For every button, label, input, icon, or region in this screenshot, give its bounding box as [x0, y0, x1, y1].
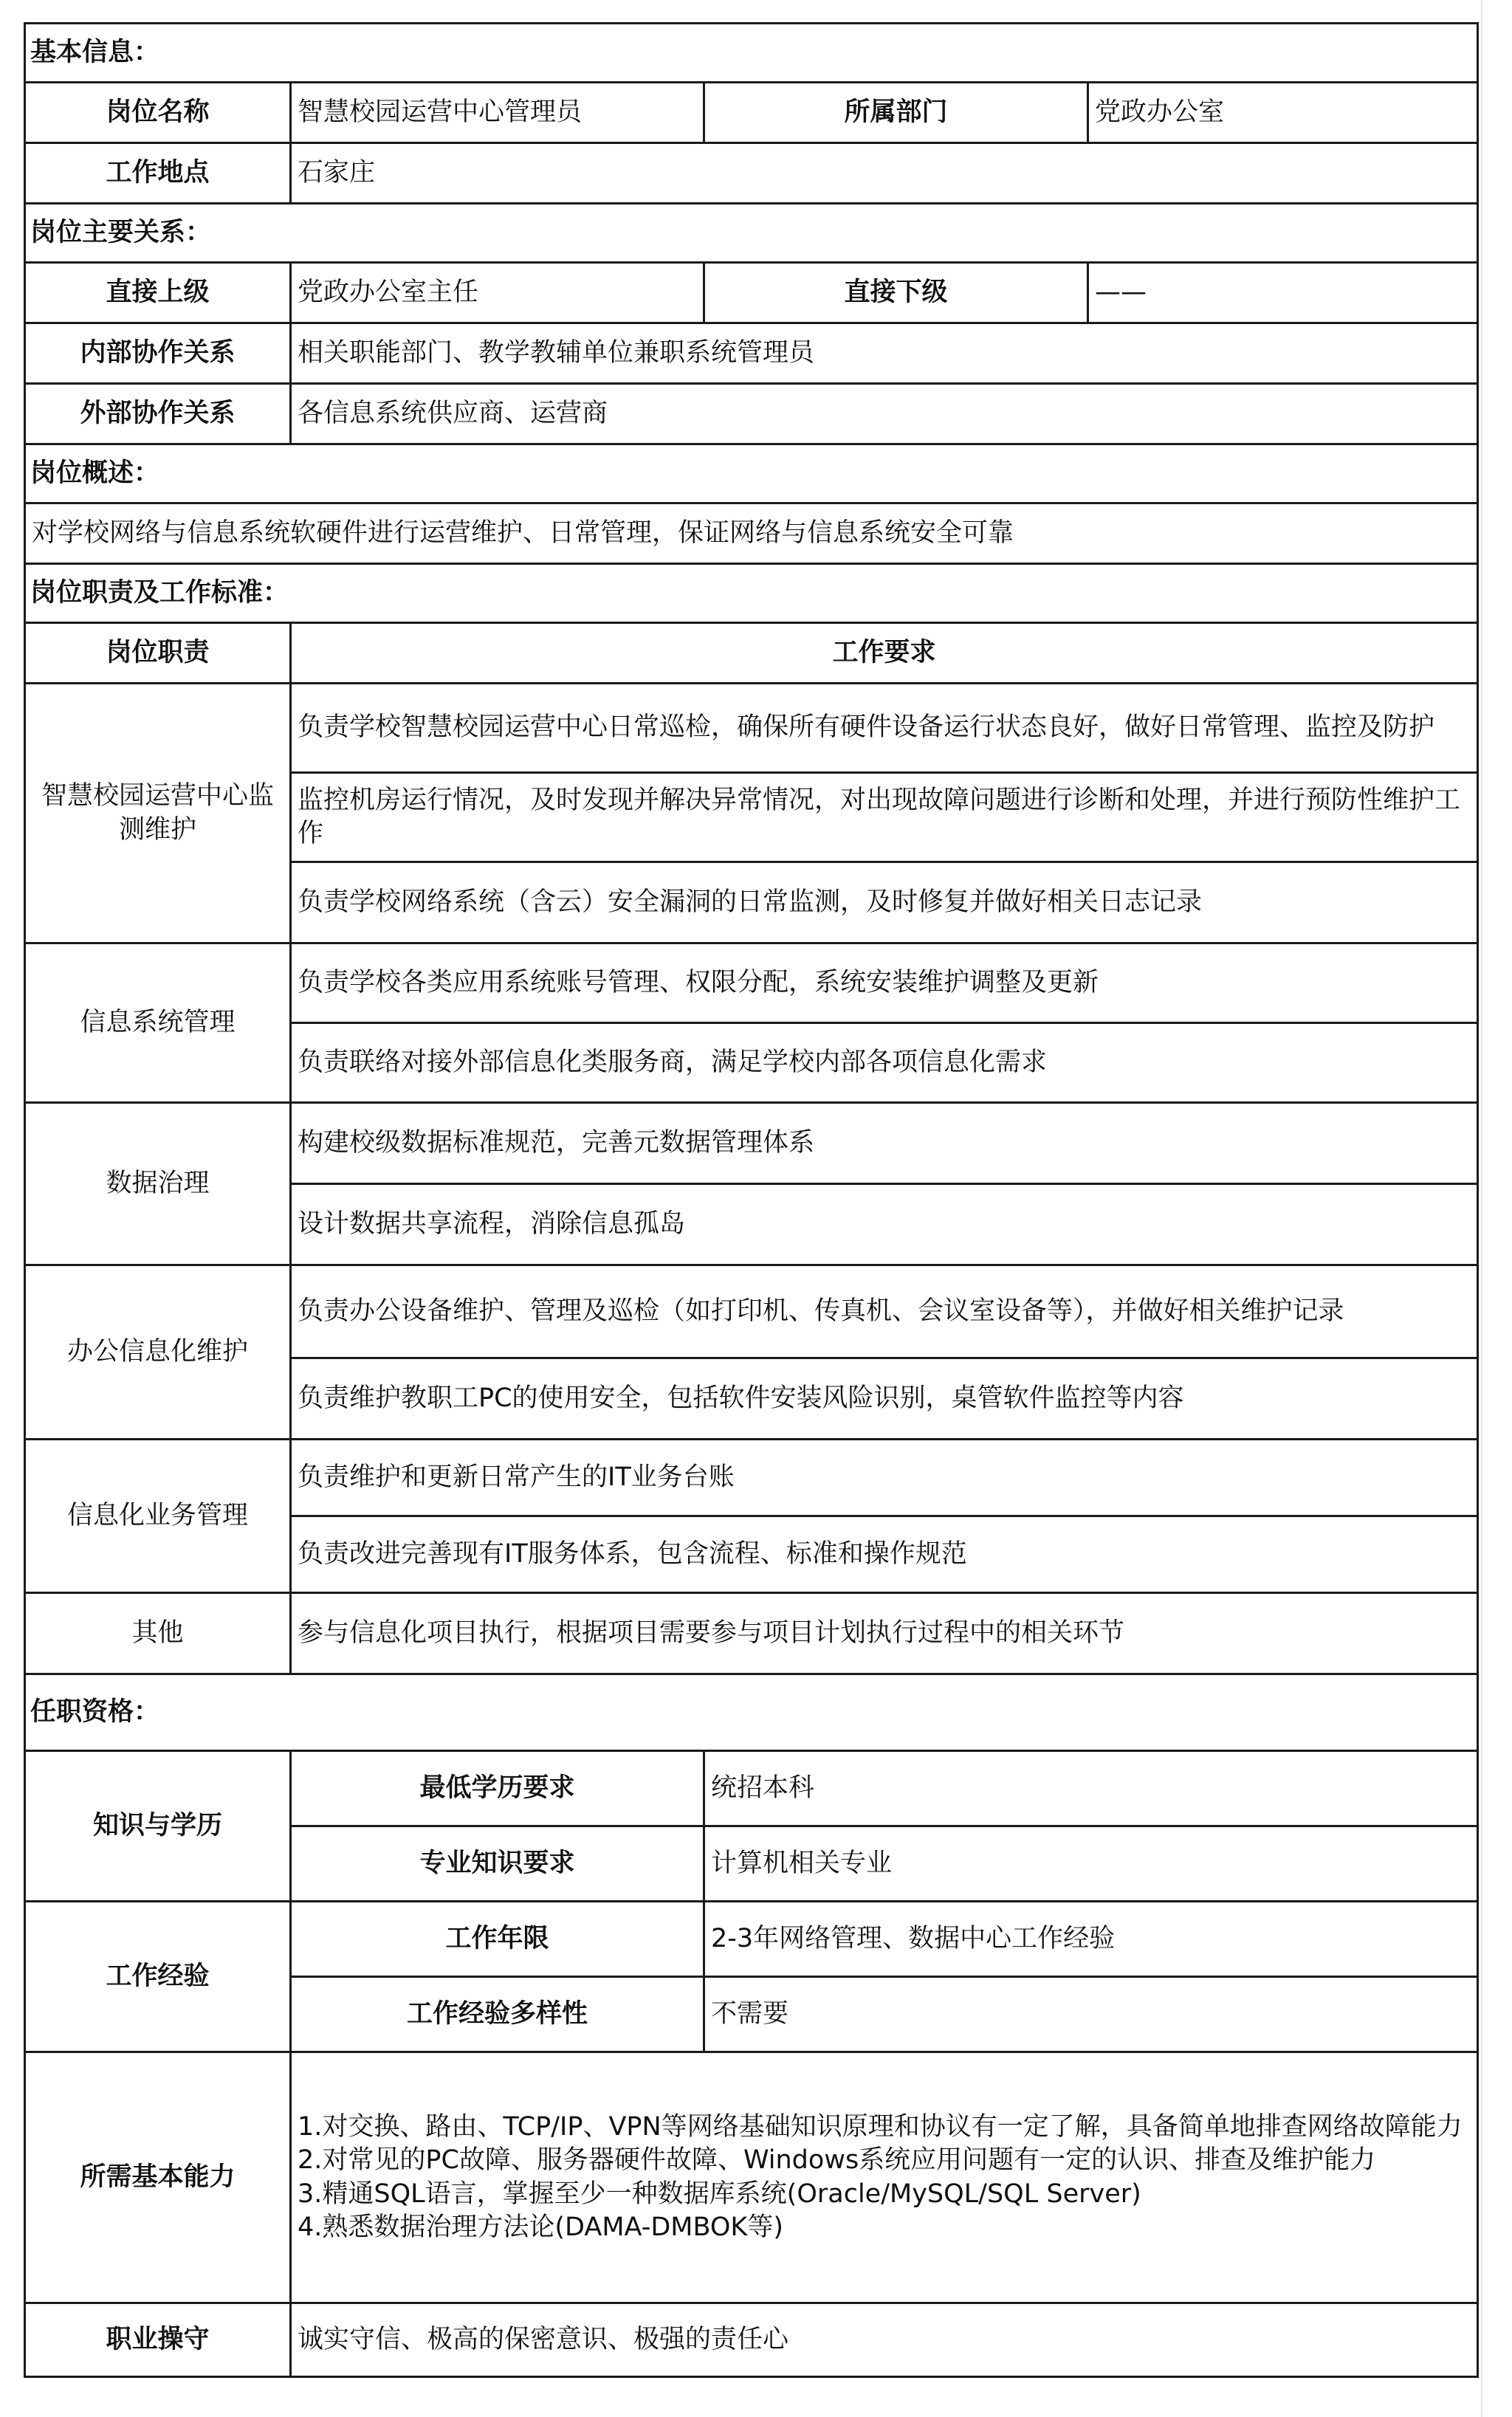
external-collab-value: 各信息系统供应商、运营商 [291, 384, 1478, 444]
min-education-value: 统招本科 [704, 1751, 1478, 1826]
department-label: 所属部门 [704, 83, 1088, 143]
basic-abilities-list [291, 2052, 1478, 2303]
ability-item: 4.熟悉数据治理方法论(DAMA-DMBOK等) [298, 2213, 784, 2242]
section-basic-info-row [25, 24, 1478, 83]
work-years-row [25, 1902, 1478, 1977]
duty-requirement: 监控机房运行情况，及时发现并解决异常情况，对出现故障问题进行诊断和处理，并进行预防性维护工作 [291, 773, 1478, 862]
ethics-row [25, 2303, 1478, 2377]
duty-requirement: 负责办公设备维护、管理及巡检（如打印机、传真机、会议室设备等），并做好相关维护记录 [291, 1265, 1478, 1358]
section-duties-row [25, 564, 1478, 623]
min-education-label: 最低学历要求 [291, 1751, 704, 1826]
knowledge-education-label: 知识与学历 [25, 1751, 291, 1902]
section-relations-row [25, 204, 1478, 263]
duty-row [25, 1593, 1478, 1674]
section-title-basic-info: 基本信息： [25, 24, 1478, 83]
major-knowledge-value: 计算机相关专业 [704, 1826, 1478, 1902]
duty-row [25, 1103, 1478, 1184]
page-edge-divider [1481, 0, 1482, 2417]
section-overview-row [25, 444, 1478, 503]
duty-group-name: 办公信息化维护 [25, 1265, 291, 1440]
duty-requirement: 负责维护教职工PC的使用安全，包括软件安装风险识别，桌管软件监控等内容 [291, 1358, 1478, 1440]
duty-requirement: 构建校级数据标准规范，完善元数据管理体系 [291, 1103, 1478, 1184]
superior-subordinate-row [25, 263, 1478, 323]
duty-group-name: 智慧校园运营中心监测维护 [25, 684, 291, 943]
internal-collab-row [25, 323, 1478, 384]
location-label: 工作地点 [25, 143, 291, 204]
duty-group-name: 其他 [25, 1593, 291, 1674]
duty-row [25, 684, 1478, 773]
requirements-column-header: 工作要求 [291, 623, 1478, 684]
experience-diversity-value: 不需要 [704, 1977, 1478, 2052]
duty-requirement: 负责学校网络系统（含云）安全漏洞的日常监测，及时修复并做好相关日志记录 [291, 862, 1478, 943]
duty-requirement: 负责维护和更新日常产生的IT业务台账 [291, 1440, 1478, 1516]
duty-group-name: 信息系统管理 [25, 943, 291, 1103]
internal-collab-value: 相关职能部门、教学教辅单位兼职系统管理员 [291, 323, 1478, 384]
subordinate-value: —— [1088, 263, 1478, 323]
superior-label: 直接上级 [25, 263, 291, 323]
job-description-sheet [24, 22, 1479, 2378]
section-title-overview: 岗位概述： [25, 444, 1478, 503]
major-knowledge-label: 专业知识要求 [291, 1826, 704, 1902]
duty-requirement: 负责学校各类应用系统账号管理、权限分配，系统安装维护调整及更新 [291, 943, 1478, 1023]
location-row [25, 143, 1478, 204]
section-title-qualifications: 任职资格： [25, 1674, 1478, 1751]
ability-item: 1.对交换、路由、TCP/IP、VPN等网络基础知识原理和协议有一定了解，具备简单地排查网络故障能力 [298, 2111, 1463, 2142]
duty-group-name: 信息化业务管理 [25, 1440, 291, 1593]
experience-diversity-label: 工作经验多样性 [291, 1977, 704, 2052]
duty-requirement: 负责学校智慧校园运营中心日常巡检，确保所有硬件设备运行状态良好，做好日常管理、监控及防护 [291, 684, 1478, 773]
duty-requirement: 设计数据共享流程，消除信息孤岛 [291, 1184, 1478, 1265]
work-experience-label: 工作经验 [25, 1902, 291, 2052]
section-title-relations: 岗位主要关系： [25, 204, 1478, 263]
professional-ethics-value: 诚实守信、极高的保密意识、极强的责任心 [291, 2303, 1478, 2377]
work-years-label: 工作年限 [291, 1902, 704, 1977]
superior-value: 党政办公室主任 [291, 263, 704, 323]
duty-row [25, 943, 1478, 1023]
duty-column-header: 岗位职责 [25, 623, 291, 684]
section-title-duties: 岗位职责及工作标准： [25, 564, 1478, 623]
duty-requirement: 负责联络对接外部信息化类服务商，满足学校内部各项信息化需求 [291, 1023, 1478, 1103]
section-qualifications-row [25, 1674, 1478, 1751]
basic-abilities-label: 所需基本能力 [25, 2052, 291, 2303]
job-description-table [24, 22, 1479, 2378]
professional-ethics-label: 职业操守 [25, 2303, 291, 2377]
position-name-label: 岗位名称 [25, 83, 291, 143]
ability-item: 2.对常见的PC故障、服务器硬件故障、Windows系统应用问题有一定的认识、排查及维护能力 [298, 2145, 1376, 2175]
ability-item: 3.精通SQL语言，掌握至少一种数据库系统(Oracle/MySQL/SQL Server) [298, 2179, 1141, 2209]
position-name-value: 智慧校园运营中心管理员 [291, 83, 704, 143]
min-education-row [25, 1751, 1478, 1826]
external-collab-row [25, 384, 1478, 444]
duty-group-name: 数据治理 [25, 1103, 291, 1265]
abilities-row [25, 2052, 1478, 2303]
work-years-value: 2-3年网络管理、数据中心工作经验 [704, 1902, 1478, 1977]
overview-row [25, 503, 1478, 564]
department-value: 党政办公室 [1088, 83, 1478, 143]
overview-text: 对学校网络与信息系统软硬件进行运营维护、日常管理，保证网络与信息系统安全可靠 [25, 503, 1478, 564]
external-collab-label: 外部协作关系 [25, 384, 291, 444]
position-department-row [25, 83, 1478, 143]
duties-header-row [25, 623, 1478, 684]
duty-row [25, 1440, 1478, 1516]
duty-requirement: 参与信息化项目执行，根据项目需要参与项目计划执行过程中的相关环节 [291, 1593, 1478, 1674]
subordinate-label: 直接下级 [704, 263, 1088, 323]
duty-row [25, 1265, 1478, 1358]
internal-collab-label: 内部协作关系 [25, 323, 291, 384]
location-value: 石家庄 [291, 143, 1478, 204]
duty-requirement: 负责改进完善现有IT服务体系，包含流程、标准和操作规范 [291, 1516, 1478, 1593]
